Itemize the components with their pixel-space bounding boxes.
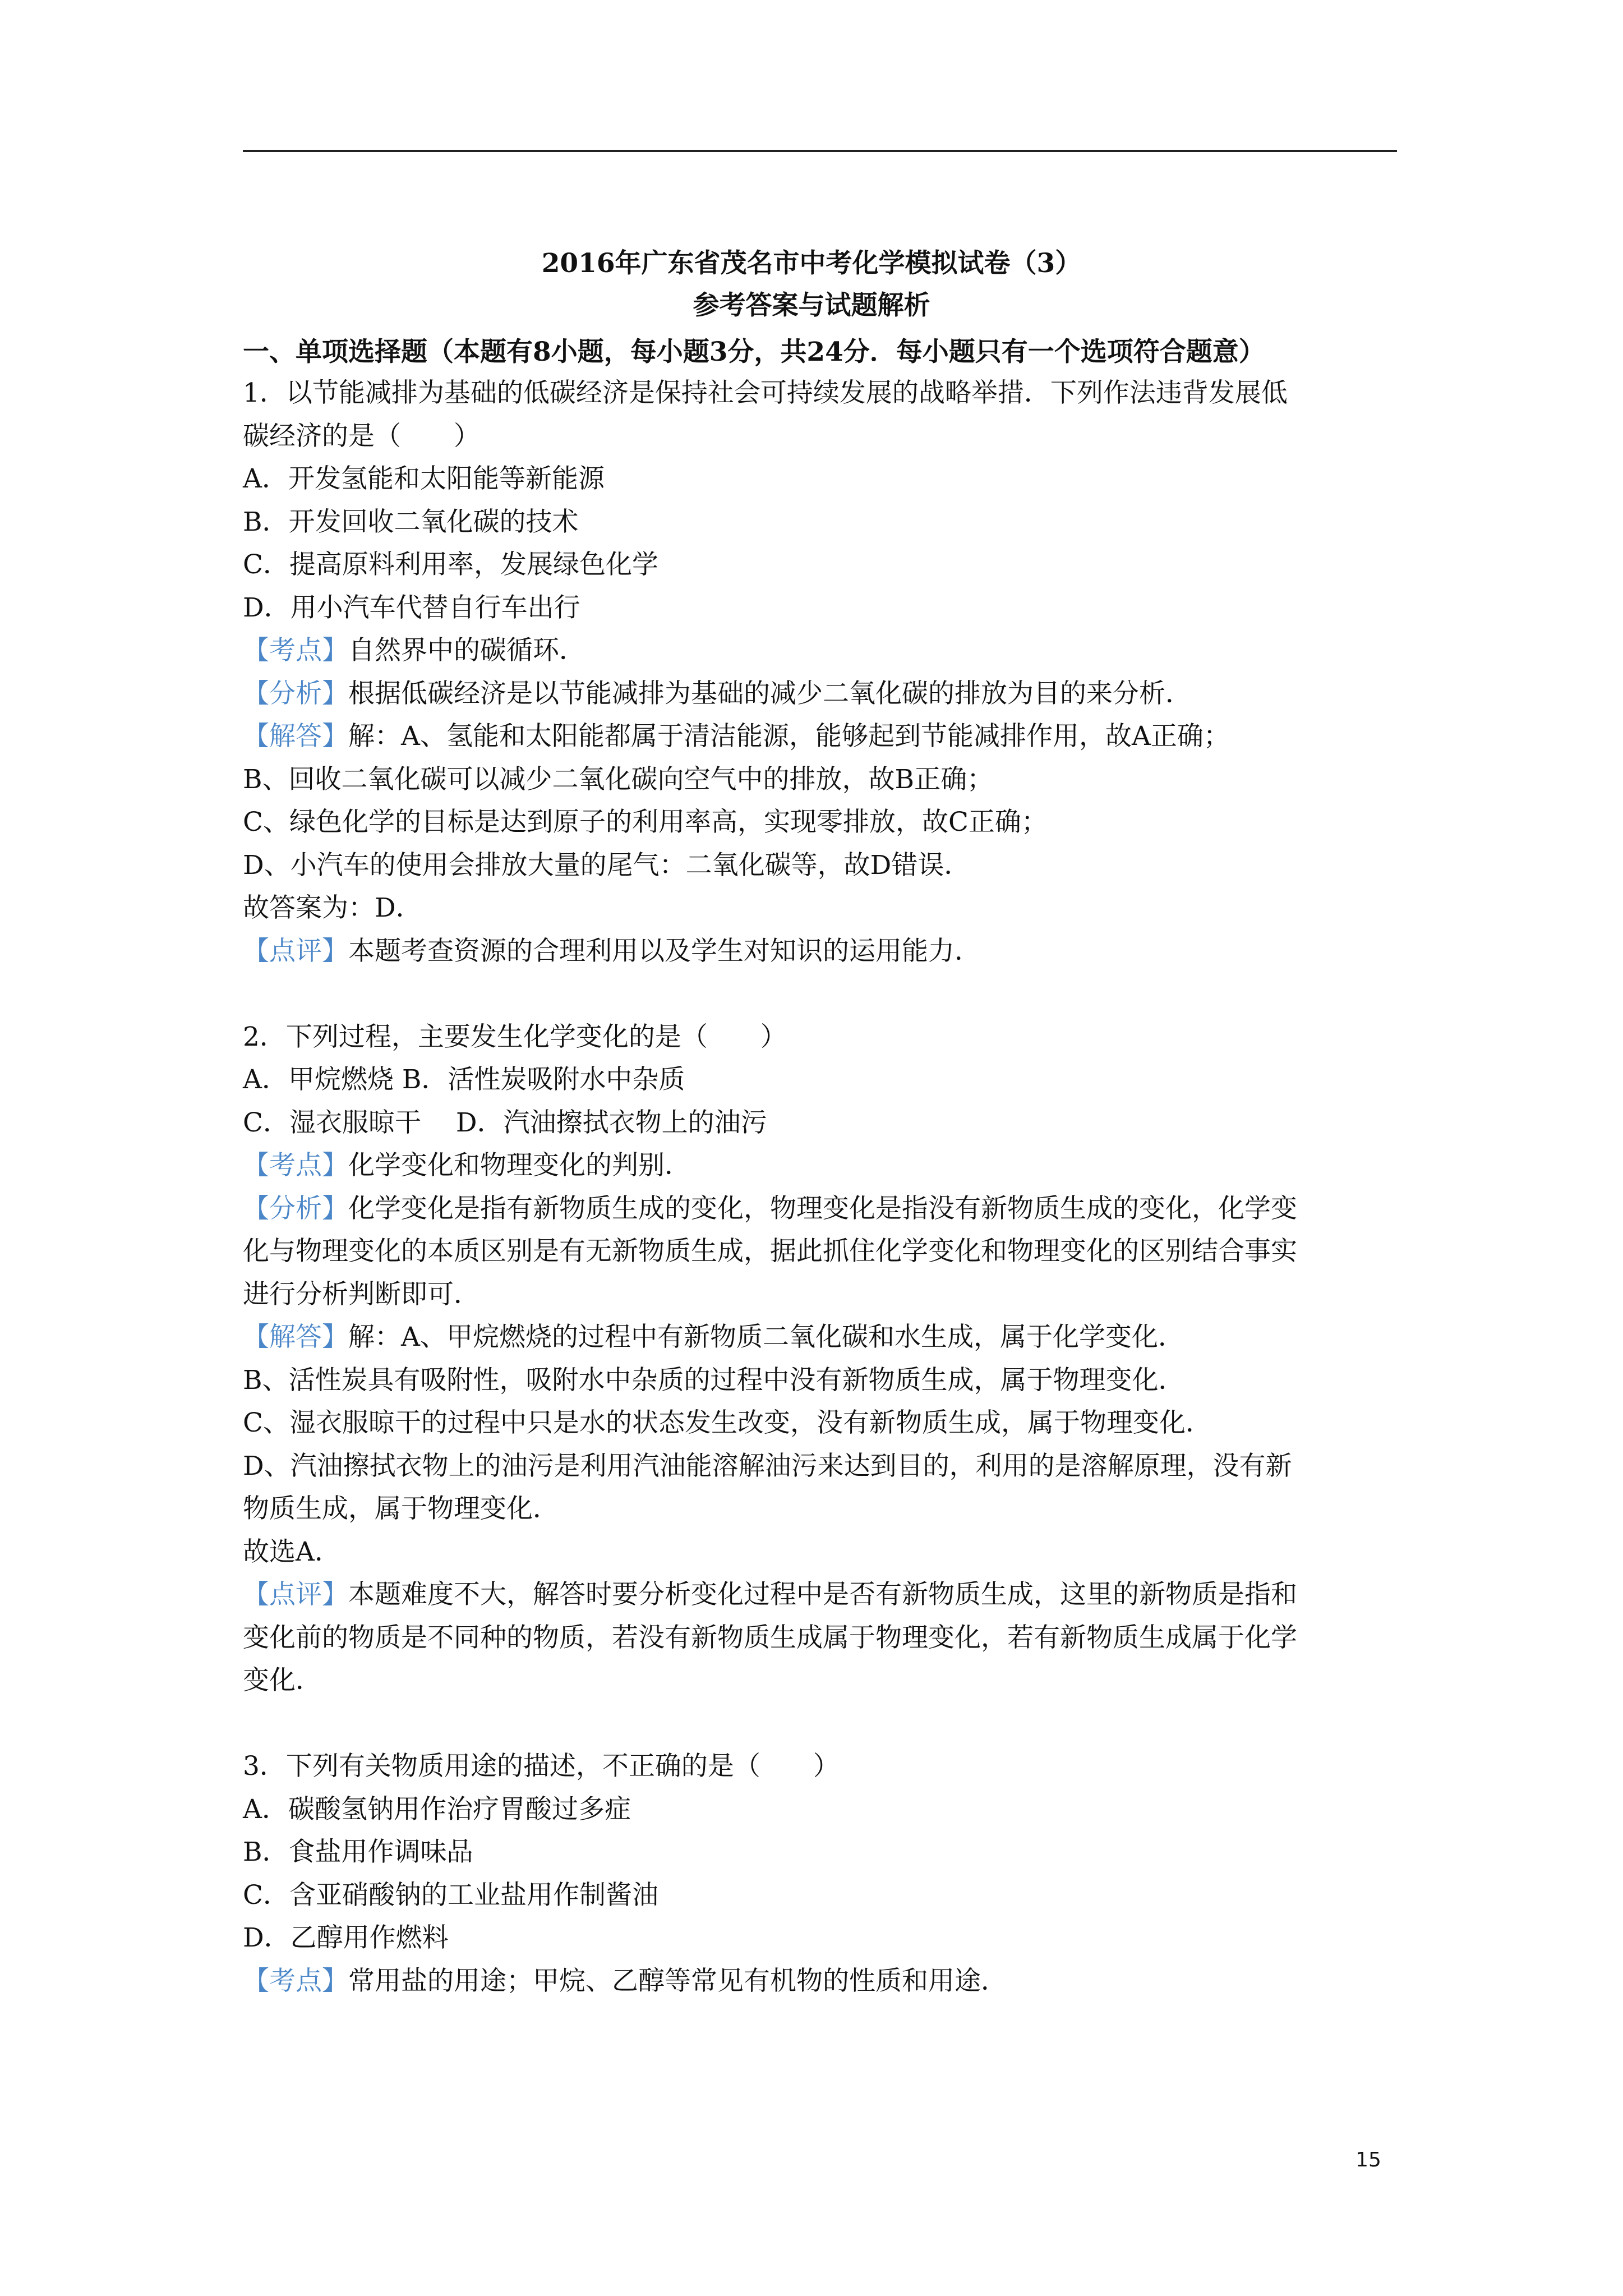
kaodian-text: 化学变化和物理变化的判别． <box>348 1150 691 1181</box>
answer-line: 故答案为：D． <box>243 892 422 923</box>
question-stem: 碳经济的是（ ） <box>243 420 480 452</box>
fenxi-line <box>243 1188 1403 1231</box>
option-d: D．用小汽车代替自行车出行 <box>243 592 580 623</box>
jieda-text: 解：A、氢能和太阳能都属于清洁能源，能够起到节能减排作用，故A正确； <box>348 721 1230 752</box>
dianping-tag: 【点评】 <box>243 1579 348 1610</box>
jieda-text: D、汽油擦拭衣物上的油污是利用汽油能溶解油污来达到目的，利用的是溶解原理，没有新 <box>243 1450 1292 1481</box>
option-d: D．乙醇用作燃料 <box>243 1922 449 1953</box>
kaodian-tag: 【考点】 <box>243 1965 348 1996</box>
option-a: A．碳酸氢钠用作治疗胃酸过多症 <box>243 1793 631 1825</box>
jieda-tag: 【解答】 <box>243 1322 348 1352</box>
kaodian-tag: 【考点】 <box>243 1150 348 1181</box>
question-stem: 3．下列有关物质用途的描述，不正确的是（ ） <box>243 1751 840 1782</box>
dianping-text: 变化． <box>243 1665 322 1696</box>
option-cd: C．湿衣服晾干 D．汽油擦拭衣物上的油污 <box>243 1107 767 1138</box>
jieda-text: D、小汽车的使用会排放大量的尾气：二氧化碳等，故D错误． <box>243 849 971 881</box>
kaodian-line <box>243 1960 1403 2003</box>
question-2 <box>243 1016 1403 1703</box>
kaodian-tag: 【考点】 <box>243 635 348 666</box>
jieda-line <box>243 1316 1403 1359</box>
kaodian-text: 常用盐的用途；甲烷、乙醇等常见有机物的性质和用途． <box>348 1965 1007 1996</box>
questions-content <box>243 372 1403 2003</box>
jieda-text: B、活性炭具有吸附性，吸附水中杂质的过程中没有新物质生成，属于物理变化． <box>243 1364 1185 1396</box>
dianping-line <box>243 1573 1403 1617</box>
kaodian-text: 自然界中的碳循环． <box>348 635 585 666</box>
jieda-tag: 【解答】 <box>243 721 348 752</box>
fenxi-text: 化学变化是指有新物质生成的变化，物理变化是指没有新物质生成的变化，化学变 <box>348 1193 1297 1224</box>
question-3 <box>243 1745 1403 2003</box>
jieda-text: 解：A、甲烷燃烧的过程中有新物质二氧化碳和水生成，属于化学变化． <box>348 1322 1184 1352</box>
kaodian-line <box>243 1144 1403 1188</box>
jieda-line <box>243 715 1403 758</box>
jieda-text: B、回收二氧化碳可以减少二氧化碳向空气中的排放，故B正确； <box>243 763 994 795</box>
option-c: C．含亚硝酸钠的工业盐用作制酱油 <box>243 1879 658 1911</box>
fenxi-line <box>243 673 1403 716</box>
option-b: B．开发回收二氧化碳的技术 <box>243 506 579 537</box>
fenxi-text: 化与物理变化的本质区别是有无新物质生成，据此抓住化学变化和物理变化的区别结合事实 <box>243 1236 1297 1267</box>
question-1 <box>243 372 1403 973</box>
spacer <box>243 1703 1403 1746</box>
header-rule <box>243 150 1397 152</box>
dianping-tag: 【点评】 <box>243 935 348 967</box>
dianping-line <box>243 930 1403 973</box>
jieda-text: 物质生成，属于物理变化． <box>243 1493 559 1524</box>
fenxi-tag: 【分析】 <box>243 678 348 709</box>
kaodian-line <box>243 629 1403 673</box>
section-heading: 一、单项选择题（本题有8小题，每小题3分，共24分．每小题只有一个选项符合题意） <box>243 337 1265 367</box>
page-number: 15 <box>1355 2148 1381 2171</box>
dianping-text: 本题考查资源的合理利用以及学生对知识的运用能力． <box>348 935 981 967</box>
option-c: C．提高原料利用率，发展绿色化学 <box>243 549 658 580</box>
option-ab: A．甲烷燃烧 B．活性炭吸附水中杂质 <box>243 1064 685 1095</box>
document-title: 2016年广东省茂名市中考化学模拟试卷（3） <box>541 248 1082 279</box>
fenxi-text: 根据低碳经济是以节能减排为基础的减少二氧化碳的排放为目的来分析． <box>348 678 1192 709</box>
question-stem: 2．下列过程，主要发生化学变化的是（ ） <box>243 1021 787 1052</box>
spacer <box>243 973 1403 1016</box>
fenxi-tag: 【分析】 <box>243 1193 348 1224</box>
answer-line: 故选A． <box>243 1536 341 1567</box>
document-subtitle: 参考答案与试题解析 <box>693 290 930 321</box>
question-stem: 1．以节能减排为基础的低碳经济是保持社会可持续发展的战略举措．下列作法违背发展低 <box>243 378 1288 408</box>
option-a: A．开发氢能和太阳能等新能源 <box>243 463 605 494</box>
fenxi-text: 进行分析判断即可． <box>243 1278 480 1310</box>
dianping-text: 变化前的物质是不同种的物质，若没有新物质生成属于物理变化，若有新物质生成属于化学 <box>243 1622 1297 1653</box>
jieda-text: C、湿衣服晾干的过程中只是水的状态发生改变，没有新物质生成，属于物理变化． <box>243 1407 1212 1438</box>
dianping-text: 本题难度不大，解答时要分析变化过程中是否有新物质生成，这里的新物质是指和 <box>348 1579 1297 1610</box>
option-b: B．食盐用作调味品 <box>243 1837 473 1867</box>
jieda-text: C、绿色化学的目标是达到原子的利用率高，实现零排放，故C正确； <box>243 807 1048 838</box>
